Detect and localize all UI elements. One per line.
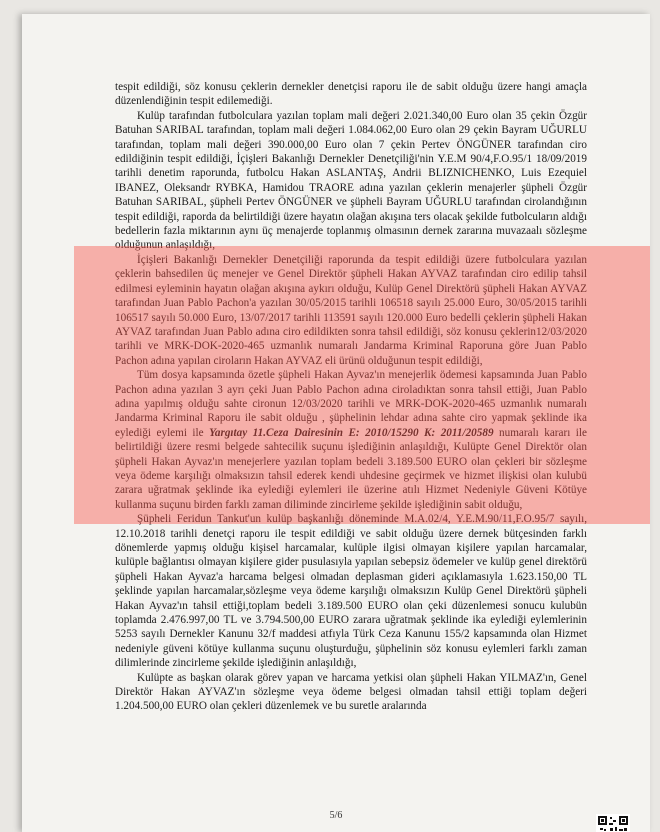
paragraph xyxy=(115,109,587,253)
qr-code-icon xyxy=(596,814,630,832)
paragraph xyxy=(115,671,587,714)
paragraph-text: Kulüpte as başkan olarak görev yapan ve harcama yetkisi olan şüpheli Hakan YILMAZ'ın, Genel Direktör Hakan AYVAZ'ın sözleşme veya ödeme belgesi olmadan tahsil ettiği toplam değeri 1.204.500,00 EURO olan çekleri düzenlemek ve bu suretle aralarında xyxy=(115,671,587,713)
paragraph-text: Kulüp tarafından futbolculara yazılan toplam mali değeri 2.021.340,00 Euro olan 35 çekin Özgür Batuhan SARIBAL tarafından, toplam mali değeri 1.084.062,00 Euro olan 29 çekin Bayram UĞURLU tarafından, toplam mali değeri 390.000,00 Euro olan 7 çekin Pertev ÖNGÜNER tarafından ciro edildiğinin tespit edildiği, İçişleri Bakanlığı Dernekler Denetçiliği'nin Y.E.M 90/4,F.O.95/1 18/09/2019 tarihli denetim raporunda, futbolcu Hakan ASLANTAŞ, Andrii BLIZNICHENKO, Luis Ezequiel IBANEZ, Oleksandr RYBKA, Hamidou TRAORE adına yazılan çeklerin menajerler şüpheli Özgür Batuhan SARIBAL, şüpheli Pertev ÖNGÜNER ve şüpheli Bayram UĞURLU tarafından cirolandığının tespit edildiği, raporda da belirtildiği üzere hayatın olağan akışına ters olacak şekilde futbolcuların aldığı bedellerin fazla miktarının aynı üç menajerde toplanmış olmasının dernek zararına muvazaalı sözleşme olduğunun anlaşıldığı, xyxy=(115,109,587,252)
page-number: 5/6 xyxy=(329,810,343,821)
paragraph-text: tespit edildiği, söz konusu çeklerin dernekler denetçisi raporu ile de sabit olduğu üzere hangi amaçla düzenlendiğinin tespit edilemediği. xyxy=(115,81,587,108)
paragraph-text: İçişleri Bakanlığı Dernekler Denetçiliği raporunda da tespit edildiği üzere futbolculara yazılan çeklerin bahsedilen üç menejer ve Genel Direktör şüpheli Hakan AYVAZ tarafından ciro edilip tahsil edilmesi eyleminin hayatın olağan akışına aykırı olduğu, Kulüp Genel Direktörü şüpheli Hakan AYVAZ tarafından Juan Pablo Pachon'a yazılan 30/05/2015 tarihli 106518 sayılı 25.000 Euro, 30/05/2015 tarihli 106517 sayılı 50.000 Euro, 13/07/2017 tarihli 113591 sayılı 120.000 Euro bedelli çeklerin şüpheli Hakan AYVAZ tarafından Juan Pablo adına ciro edildikten sonra tahsil edildiği, söz konusu çeklerin12/03/2020 tarihli ve MRK-DOK-2020-465 uzmanlık numaralı Jandarma Kriminal Raporuna göre Juan Pablo Pachon adına yapılan ciroların Hakan AYVAZ eli ürünü olduğunun tespit edildiği, xyxy=(115,253,587,367)
document-body xyxy=(115,80,587,714)
document-page xyxy=(22,14,650,832)
paragraph xyxy=(115,512,587,670)
paragraph-text: numaralı kararı ile belirtildiği üzere resmi belgede sahtecilik suçunu işlediğinin anlaşıldığı, Kulüpte Genel Direktör olan şüpheli Hakan Ayvaz'ın menejerlere yazılan toplam bedeli 3.189.500 EURO olan çekleri bir sözleşme veya ödeme karşılığı olmaksızın tahsil ederek kendi uhdesine geçirmek ve hizmet ilişkisi olan kulubü zarara uğratmak şeklinde ika eylediği eylemleri ile üzerine atılı Hizmet Nedeniyle Güveni Kötüye kullanma suçunu birden farklı zaman diliminde zincirleme şekilde işlediğinin sabit olduğu, xyxy=(115,426,587,511)
paragraph-text: Şüpheli Feridun Tankut'un kulüp başkanlığı döneminde M.A.02/4, Y.E.M.90/11,F.O.95/7 sayılı, 12.10.2018 tarihli denetçi raporu ile tespit edildiği ve sabit olduğu üzere dernek bütçesinden farklı dönemlerde yapmış olduğu kişisel harcamalar, kulüple ilgisi olmayan kişilere yapılan harcamalar, kulüple bağlantısı olmayan kişilere gider pusulasıyla yapılan sebepsiz ödemeler ve kulüp genel direktörü şüpheli Hakan Ayvaz'a harcama belgesi olmadan deplasman gideri açıklamasıyla 1.623.150,00 TL şeklinde yapılan harcamalar,sözleşme veya ödeme karşılığı olmaksızın Kulüp Genel Direktörü şüpheli Hakan Ayvaz'ın tahsil ettiği,toplam bedeli 3.189.500 EURO olan çeki düzenlemesi sonucu kulubün toplamda 2.476.997,00 TL ve 3.794.500,00 EURO zarara uğratmak şeklinde ika eylediği eylemlerinin 5253 sayılı Dernekler Kanunu 32/f maddesi atfıyla Türk Ceza Kanunu 155/2 kapsamında olan Hizmet nedeniyle güveni kötüye kullanma suçunu oluşturduğu, şüphelinin söz konusu eylemleri farklı zaman dilimlerinde zincirleme şekilde işlediğinin anlaşıldığı, xyxy=(115,513,587,670)
court-decision-reference: Yargıtay 11.Ceza Dairesinin E: 2010/15290 K: 2011/20589 xyxy=(209,426,494,439)
paragraph xyxy=(115,253,587,368)
paragraph xyxy=(115,368,587,512)
paragraph-text: Tüm dosya kapsamında özetle şüpheli Hakan Ayvaz'ın menejerlik ödemesi kapsamında Juan Pablo Pachon adına yazılan 3 ayrı çeki Juan Pablo Pachon adına ciroladıktan sonra tahsil ettiği, Juan Pablo adına yapılmış olduğu sahte cironun 12/03/2020 tarihli ve MRK-DOK-2020-465 uzmanlık numaralı Jandarma Kriminal Raporu ile sabit olduğu , şüphelinin lehdar adına sahte ciro yapmak şeklinde ika eylediği eylemi ile xyxy=(115,369,587,439)
paragraph xyxy=(115,80,587,109)
